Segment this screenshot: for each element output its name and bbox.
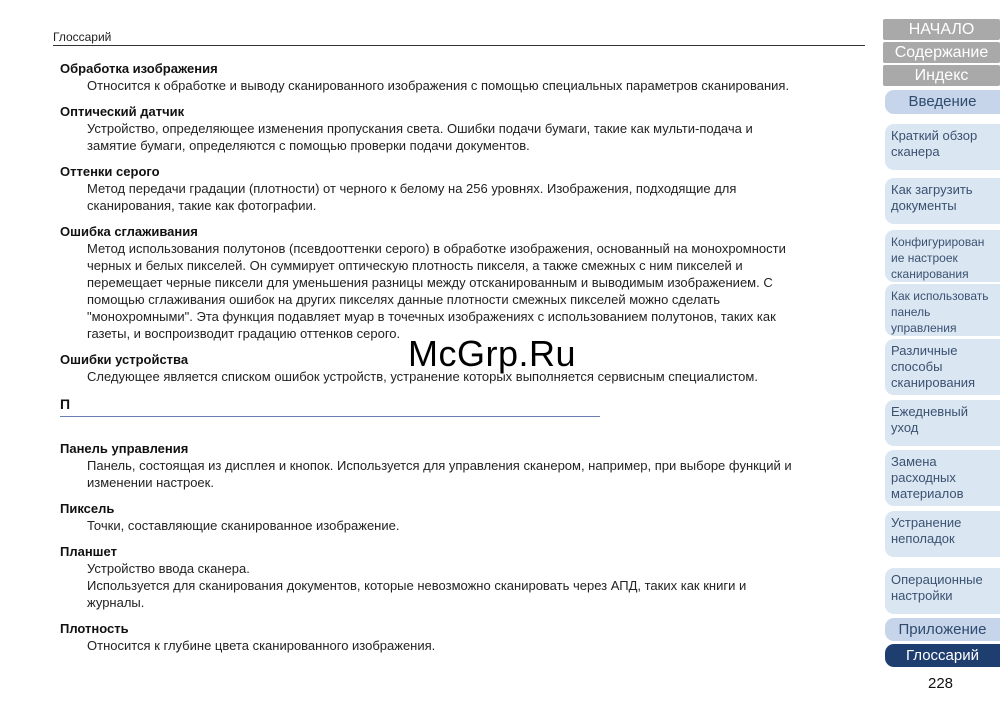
nav-contents-button[interactable]: Содержание <box>883 42 1000 63</box>
term-control-panel <box>60 440 860 491</box>
section-p <box>60 395 860 417</box>
nav-tab-replace-consumables[interactable] <box>885 450 1000 506</box>
term-error-diffusion <box>60 223 860 342</box>
term-definition-line: изменении настроек. <box>87 475 214 490</box>
term-title: Панель управления <box>60 441 189 456</box>
nav-tab-operator-panel[interactable] <box>885 284 1000 336</box>
term-title: Оптический датчик <box>60 104 185 119</box>
term-title: Оттенки серого <box>60 164 160 179</box>
term-definition-line: Следующее является списком ошибок устройств, устранение которых выполняется сервисным специалистом. <box>87 369 758 384</box>
section-rule <box>60 416 600 417</box>
term-image-processing <box>60 60 860 94</box>
term-definition-line: помощью сглаживания ошибок на других пикселях данные плотности смежных пикселей можно сделать <box>87 292 721 307</box>
nav-start-button[interactable]: НАЧАЛО <box>883 19 1000 40</box>
nav-tab-daily-care[interactable] <box>885 400 1000 446</box>
nav-tab-line: способы <box>891 359 943 374</box>
nav-tab-line: панель <box>891 305 931 319</box>
nav-tab-various-scanning[interactable] <box>885 339 1000 395</box>
nav-tab-line: материалов <box>891 486 964 501</box>
term-title: Планшет <box>60 544 117 559</box>
term-definition-line: Панель, состоящая из дисплея и кнопок. Используется для управления сканером, например, при выборе функций и <box>87 458 792 473</box>
nav-tab-operational-settings[interactable] <box>885 568 1000 614</box>
nav-tab-line: Конфигурирован <box>891 235 985 249</box>
nav-tab-line: Краткий обзор <box>891 128 978 143</box>
term-definition-line: Точки, составляющие сканированное изображение. <box>87 518 400 533</box>
nav-tab-line: Как использовать <box>891 289 989 303</box>
term-title: Плотность <box>60 621 129 636</box>
header-rule <box>53 45 865 46</box>
term-definition-line: "монохромными". Эта функция подавляет муар в точечных изображениях с использованием полутонов, таких как <box>87 309 776 324</box>
nav-tab-line: Ежедневный <box>891 404 968 419</box>
term-definition-line: замятие бумаги, определяются с помощью проверки подачи документов. <box>87 138 530 153</box>
nav-tab-line: управления <box>891 321 957 335</box>
nav-index-button[interactable]: Индекс <box>883 65 1000 86</box>
nav-tab-line: неполадок <box>891 531 955 546</box>
term-definition-line: Относится к глубине цвета сканированного изображения. <box>87 638 436 653</box>
term-title: Ошибки устройства <box>60 352 189 367</box>
term-definition-line: Метод использования полутонов (псевдооттенки серого) в обработке изображения, основанный на монохромности <box>87 241 786 256</box>
term-flatbed <box>60 543 860 611</box>
side-navigation <box>883 0 1000 707</box>
term-definition-line: сканирования, такие как фотографии. <box>87 198 317 213</box>
nav-tab-line: документы <box>891 198 957 213</box>
nav-tab-line: расходных <box>891 470 956 485</box>
nav-tab-load-documents[interactable] <box>885 178 1000 224</box>
nav-tab-line: Замена <box>891 454 937 469</box>
term-optical-sensor <box>60 103 860 154</box>
header-label: Глоссарий <box>53 30 112 44</box>
nav-tab-scanner-overview[interactable] <box>885 124 1000 170</box>
nav-tab-line: уход <box>891 420 919 435</box>
term-definition-line: Используется для сканирования документов, которые невозможно сканировать через АПД, таких как книги и <box>87 578 747 593</box>
nav-tab-line: настройки <box>891 588 953 603</box>
nav-tab-troubleshooting[interactable] <box>885 511 1000 557</box>
term-density <box>60 620 860 654</box>
term-definition-line: журналы. <box>87 595 145 610</box>
watermark: McGrp.Ru <box>408 333 577 374</box>
nav-tab-introduction[interactable]: Введение <box>885 90 1000 114</box>
nav-tab-line: сканера <box>891 144 940 159</box>
nav-tab-line: сканирования <box>891 375 976 390</box>
term-title: Ошибка сглаживания <box>60 224 198 239</box>
term-pixel <box>60 500 860 534</box>
nav-tab-line: сканирования <box>891 267 969 281</box>
term-definition-line: Устройство ввода сканера. <box>87 561 250 576</box>
term-title: Пиксель <box>60 501 115 516</box>
nav-tab-configure-scan[interactable] <box>885 230 1000 282</box>
term-grayscale <box>60 163 860 214</box>
nav-tab-line: Как загрузить <box>891 182 973 197</box>
term-definition-line: Метод передачи градации (плотности) от черного к белому на 256 уровнях. Изображения, подходящие для <box>87 181 737 196</box>
term-definition-line: газеты, и воспроизводит градацию оттенков серого. <box>87 326 401 341</box>
term-definition-line: черных и белых пикселей. Он суммирует оптическую плотность пикселя, а также смежных с ним пикселей и <box>87 258 743 273</box>
nav-tab-glossary[interactable]: Глоссарий <box>885 644 1000 667</box>
nav-tab-line: Устранение <box>891 515 962 530</box>
page-number: 228 <box>928 675 954 692</box>
term-title: Обработка изображения <box>60 61 218 76</box>
nav-tab-appendix[interactable]: Приложение <box>885 618 1000 641</box>
term-definition-line: Устройство, определяющее изменения пропускания света. Ошибки подачи бумаги, такие как мульти-подача и <box>87 121 753 136</box>
section-letter: П <box>60 396 71 412</box>
nav-tab-line: Операционные <box>891 572 983 587</box>
term-definition-line: Относится к обработке и выводу сканированного изображения с помощью специальных параметров сканирования. <box>87 78 790 93</box>
term-definition-line: перемещает черные пиксели для уменьшения разницы между отсканированным и выводимым изображением. С <box>87 275 773 290</box>
nav-tab-line: Различные <box>891 343 958 358</box>
nav-tab-line: ие настроек <box>891 251 958 265</box>
